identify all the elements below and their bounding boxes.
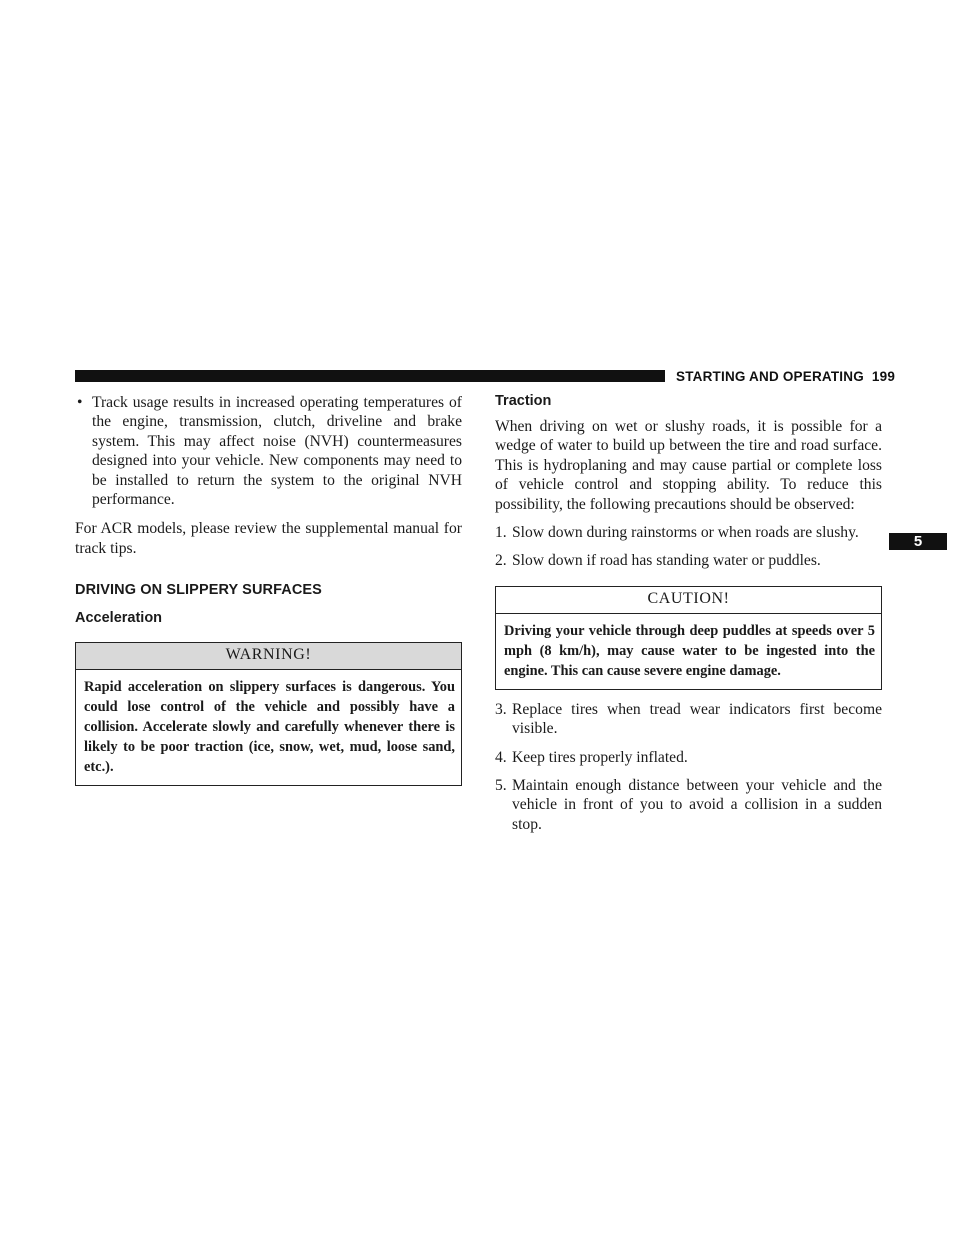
bullet-text: Track usage results in increased operating temperatures of the engine, transmission, clutch, driveline and brake system. This may affect noise (NVH) countermeasures designed into your vehicle. New components may need to be installed to return the system to the original NVH performance.: [92, 394, 462, 509]
step-text: Maintain enough distance between your vehicle and the vehicle in front of you to avoid a collision in a sudden stop.: [512, 777, 882, 833]
caution-box: [495, 586, 882, 690]
right-column: [495, 393, 882, 834]
bullet-item: [75, 393, 462, 509]
running-header: [676, 369, 895, 384]
warning-text: Rapid acceleration on slippery surfaces is dangerous. You could lose control of the vehicle and possibly have a collision. Accelerate slowly and carefully whenever there is likely to be poor traction (ice, snow, wet, mud, loose sand, etc.).: [84, 679, 455, 776]
subheading-traction: Traction: [495, 393, 552, 409]
list-item: [495, 551, 882, 570]
header-rule: [75, 370, 665, 382]
step-number: 1.: [495, 524, 507, 542]
step-text: Slow down during rainstorms or when roads are slushy.: [512, 524, 859, 542]
section-heading: DRIVING ON SLIPPERY SURFACES: [75, 582, 322, 599]
section-title: STARTING AND OPERATING: [676, 369, 864, 384]
step-text: Keep tires properly inflated.: [512, 748, 688, 766]
warning-title: WARNING!: [76, 643, 461, 670]
list-item: [495, 776, 882, 834]
list-item: [495, 748, 882, 767]
bullet-icon: •: [77, 394, 83, 411]
subheading-acceleration: Acceleration: [75, 610, 163, 627]
page-number: 199: [871, 369, 896, 384]
acr-note: For ACR models, please review the supplemental manual for track tips.: [75, 520, 462, 557]
traction-intro: When driving on wet or slushy roads, it is possible for a wedge of water to build up between the tire and road surface. This is hydroplaning and may cause partial or complete loss of vehicle control and stopping ability. To reduce this possibility, the following precautions should be observed:: [495, 418, 882, 513]
step-number: 2.: [495, 552, 507, 570]
step-text: Replace tires when tread wear indicators first become visible.: [512, 700, 882, 738]
step-text: Slow down if road has standing water or puddles.: [512, 552, 821, 570]
warning-box: [75, 642, 462, 786]
caution-title: CAUTION!: [496, 587, 881, 614]
list-item: [495, 700, 882, 739]
step-number: 5.: [495, 777, 507, 795]
step-number: 4.: [495, 748, 507, 766]
chapter-tab: 5: [889, 533, 947, 550]
left-column: [75, 393, 462, 786]
caution-text: Driving your vehicle through deep puddles at speeds over 5 mph (8 km/h), may cause water to be ingested into the engine. This can cause severe engine damage.: [504, 622, 875, 679]
step-number: 3.: [495, 700, 507, 718]
list-item: [495, 523, 882, 542]
